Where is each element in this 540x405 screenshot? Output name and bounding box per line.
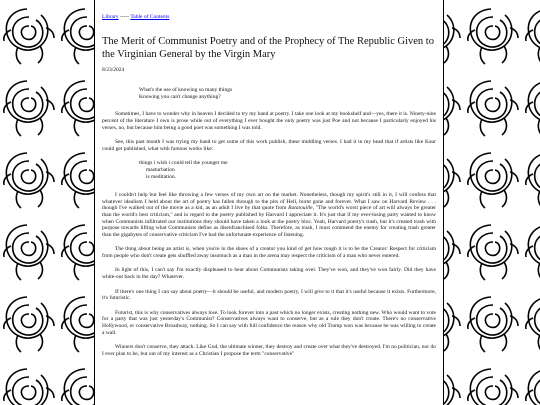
page-title: The Merit of Communist Poetry and of the Prophecy of The Republic Given to the Virginian General by the Virgin Mary (102, 35, 434, 60)
paragraph: Futurist, this is why conservatives always lose. To look forever into a past which no longer exists, creating nothing new. Who would want to vote for a party that was just yesterday's Communist? Conservatives always want to conserve, but as a rule they don't create. There's no conservative Hollywood, or conservative Broadway, nothing. So I can say with full confidence the reason why old Trump won was because he was willing to create a wall. (102, 309, 436, 336)
paragraph-text: I couldn't help but feel like throwing a few verses of my own art on the market. Nonetheless, though my spirit's still in it, I will confess that whatever idealism I held about the art of poetry has fallen through to the pits of Hell, burnt gone and forever. What I saw on Harvard Review . . . though I've walked out of the movie as a kid, as an adult I live by that quote from (102, 192, 436, 212)
library-link[interactable]: Library (102, 14, 119, 20)
paragraph: In light of this, I can't say I'm exactly displeased to hear about Communists taking over. They've won, and they've won fairly. Did they have white-out back in the day? Whatever. (102, 267, 436, 281)
paragraph: Winners don't conserve, they attack. Like God, the ultimate winner, they destroy and create over what they've destroyed. I'm no politician, nor do I ever plan to be, but out of my interest as a Christian I propose the term "conservative" (102, 344, 436, 357)
paragraph: The thing about being an artist is, when you're in the shoes of a creator you kind of get how tough it is to be the Creator: Respect for criticism from people who don't create gets shuffled away insomuch as a man in the arena may respect the criticism of a man who never entered. (102, 246, 436, 259)
paragraph-text: , "The world's worst piece of art will always be greater than the world's best criticism," and in regard to the poetry published by Harvard I appreciate it. It's just that if my ever-losing party wanted to know when Communists infiltrated our institutions they should have taken a look at the poetry bloc. Yeah, Harvard poetry's trash, but it's created trash with purpose towards lifting what Communists define as disenfranchised folks. Therefore, as trash, I must commend the enemy for creating trash greater than the gigabytes of conservative criticism I've had the unfortunate experience of listening. (102, 205, 437, 238)
film-title: Ratatouille (288, 205, 313, 212)
paragraph: Sometimes, I have to wonder why in heaven I decided to try my hand at poetry. I take one look at my bookshelf and—yes, there it is. Ninety-nine percent of the literature I own is prose while out of everything I ever bought the only poetry was just Poe and not because I particularly enjoyed his verses, no, but because him being a good poet was something I was told. (102, 111, 436, 131)
poem-line: masturbation (146, 166, 175, 173)
publish-date: 8/23/2024 (102, 66, 125, 73)
paragraph: See, this past month I was trying my hand to get some of this work publish, these middling verses. I had it in my head that if artists like Kaur could get published, what with famous works like: (102, 139, 436, 152)
epigraph-line: What's the use of knowing so many things (139, 87, 233, 94)
poem-line: is meditation. (146, 173, 176, 180)
paragraph: If there's one thing I can say about poetry—it should be useful, and modern poetry, I will give to it that it's useful because it exists. Furthermore, it's futuristic. (102, 288, 436, 302)
epigraph (139, 87, 436, 100)
breadcrumb (102, 14, 436, 21)
article-page (94, 0, 444, 405)
paragraph (102, 192, 436, 238)
table-of-contents-link[interactable]: Table of Contents (130, 14, 170, 20)
nav-separator: ----- (118, 14, 131, 20)
quoted-poem (139, 160, 436, 180)
poem-line: things i wish i could tell the younger me (139, 160, 228, 167)
epigraph-line: Knowing you can't change anything? (139, 93, 221, 100)
